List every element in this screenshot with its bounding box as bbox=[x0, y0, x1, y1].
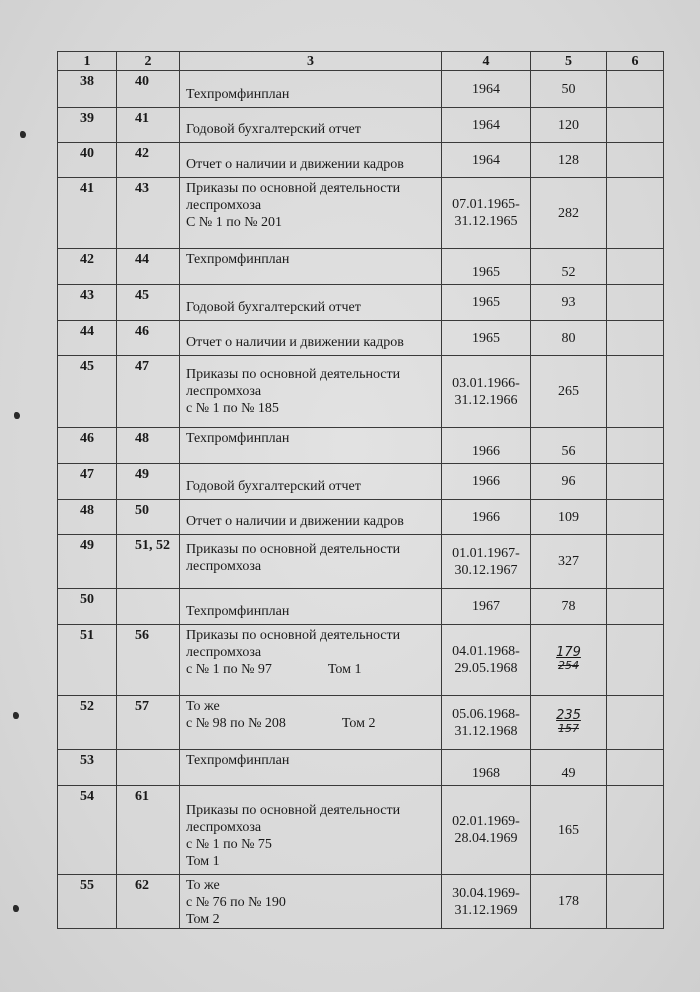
note-cell bbox=[607, 696, 664, 750]
old-number: 56 bbox=[117, 625, 180, 696]
item-number: 44 bbox=[58, 321, 117, 356]
item-dates: 1968 bbox=[442, 750, 531, 786]
table-row bbox=[58, 321, 664, 356]
item-dates: 1966 bbox=[442, 464, 531, 500]
item-number: 42 bbox=[58, 249, 117, 285]
item-title: Приказы по основной деятельности леспромхоза bbox=[180, 535, 442, 589]
punch-hole-mark bbox=[13, 905, 19, 912]
item-title: Годовой бухгалтерский отчет bbox=[180, 108, 442, 143]
item-dates: 03.01.1966- 31.12.1966 bbox=[442, 356, 531, 428]
table-row bbox=[58, 178, 664, 249]
item-dates: 02.01.1969- 28.04.1969 bbox=[442, 786, 531, 875]
col-header-3: 3 bbox=[180, 52, 442, 71]
note-cell bbox=[607, 535, 664, 589]
item-number: 48 bbox=[58, 500, 117, 535]
col-header-2: 2 bbox=[117, 52, 180, 71]
item-number: 40 bbox=[58, 143, 117, 178]
item-dates: 07.01.1965- 31.12.1965 bbox=[442, 178, 531, 249]
sheet-count: 96 bbox=[531, 464, 607, 500]
sheet-count: 109 bbox=[531, 500, 607, 535]
item-title: Техпромфинплан bbox=[180, 428, 442, 464]
note-cell bbox=[607, 321, 664, 356]
old-number: 45 bbox=[117, 285, 180, 321]
sheet-count: 78 bbox=[531, 589, 607, 625]
sheet-count: 93 bbox=[531, 285, 607, 321]
old-number: 48 bbox=[117, 428, 180, 464]
handwritten-correction: 235 157 bbox=[556, 707, 581, 735]
table-row bbox=[58, 249, 664, 285]
item-title: Отчет о наличии и движении кадров bbox=[180, 143, 442, 178]
item-dates: 30.04.1969- 31.12.1969 bbox=[442, 875, 531, 929]
sheet-count: 327 bbox=[531, 535, 607, 589]
item-number: 50 bbox=[58, 589, 117, 625]
item-number: 49 bbox=[58, 535, 117, 589]
sheet-count: 49 bbox=[531, 750, 607, 786]
item-dates: 04.01.1968- 29.05.1968 bbox=[442, 625, 531, 696]
punch-hole-mark bbox=[14, 412, 20, 419]
sheet-count: 80 bbox=[531, 321, 607, 356]
sheet-count: 128 bbox=[531, 143, 607, 178]
old-number: 44 bbox=[117, 249, 180, 285]
handwritten-correction: 179 254 bbox=[556, 645, 581, 672]
item-number: 47 bbox=[58, 464, 117, 500]
old-number bbox=[117, 750, 180, 786]
item-dates: 1965 bbox=[442, 321, 531, 356]
col-header-4: 4 bbox=[442, 52, 531, 71]
table-row bbox=[58, 750, 664, 786]
note-cell bbox=[607, 356, 664, 428]
note-cell bbox=[607, 500, 664, 535]
old-number: 46 bbox=[117, 321, 180, 356]
item-number: 41 bbox=[58, 178, 117, 249]
sheet-count: 178 bbox=[531, 875, 607, 929]
item-number: 54 bbox=[58, 786, 117, 875]
item-title: Отчет о наличии и движении кадров bbox=[180, 321, 442, 356]
note-cell bbox=[607, 750, 664, 786]
old-number: 50 bbox=[117, 500, 180, 535]
sheet-count: 56 bbox=[531, 428, 607, 464]
punch-hole-mark bbox=[13, 712, 19, 719]
old-number: 43 bbox=[117, 178, 180, 249]
item-title: Годовой бухгалтерский отчет bbox=[180, 464, 442, 500]
item-title: Приказы по основной деятельности леспромхоза С № 1 по № 201 bbox=[180, 178, 442, 249]
header-row bbox=[58, 52, 664, 71]
item-number: 52 bbox=[58, 696, 117, 750]
table-row bbox=[58, 285, 664, 321]
table-row bbox=[58, 589, 664, 625]
item-dates: 1967 bbox=[442, 589, 531, 625]
sheet-count: 120 bbox=[531, 108, 607, 143]
item-dates: 01.01.1967- 30.12.1967 bbox=[442, 535, 531, 589]
item-number: 51 bbox=[58, 625, 117, 696]
item-number: 39 bbox=[58, 108, 117, 143]
item-title: Годовой бухгалтерский отчет bbox=[180, 285, 442, 321]
old-number: 47 bbox=[117, 356, 180, 428]
old-number: 49 bbox=[117, 464, 180, 500]
note-cell bbox=[607, 875, 664, 929]
item-title: Техпромфинплан bbox=[180, 71, 442, 108]
note-cell bbox=[607, 178, 664, 249]
note-cell bbox=[607, 625, 664, 696]
old-number: 57 bbox=[117, 696, 180, 750]
table-row bbox=[58, 356, 664, 428]
table-row bbox=[58, 535, 664, 589]
table-row bbox=[58, 71, 664, 108]
item-number: 43 bbox=[58, 285, 117, 321]
item-number: 38 bbox=[58, 71, 117, 108]
note-cell bbox=[607, 285, 664, 321]
old-number: 51, 52 bbox=[117, 535, 180, 589]
table-row bbox=[58, 696, 664, 750]
note-cell bbox=[607, 589, 664, 625]
note-cell bbox=[607, 71, 664, 108]
sheet-count bbox=[531, 696, 607, 750]
col-header-1: 1 bbox=[58, 52, 117, 71]
sheet-count: 52 bbox=[531, 249, 607, 285]
sheet-count: 282 bbox=[531, 178, 607, 249]
item-title: Отчет о наличии и движении кадров bbox=[180, 500, 442, 535]
item-number: 45 bbox=[58, 356, 117, 428]
volume-label: Том 2 bbox=[341, 716, 376, 731]
table-row bbox=[58, 786, 664, 875]
item-title: Техпромфинплан bbox=[180, 589, 442, 625]
item-title: Техпромфинплан bbox=[180, 249, 442, 285]
item-dates: 1966 bbox=[442, 500, 531, 535]
item-dates: 1965 bbox=[442, 249, 531, 285]
item-title: Приказы по основной деятельности леспромхоза с № 1 по № 75 Том 1 bbox=[180, 786, 442, 875]
table-row bbox=[58, 500, 664, 535]
note-cell bbox=[607, 143, 664, 178]
old-number: 40 bbox=[117, 71, 180, 108]
item-number: 55 bbox=[58, 875, 117, 929]
item-dates: 1964 bbox=[442, 108, 531, 143]
sheet-count: 265 bbox=[531, 356, 607, 428]
old-number: 62 bbox=[117, 875, 180, 929]
item-dates: 05.06.1968- 31.12.1968 bbox=[442, 696, 531, 750]
old-number: 61 bbox=[117, 786, 180, 875]
table-row bbox=[58, 108, 664, 143]
punch-hole-mark bbox=[20, 131, 26, 138]
sheet-count bbox=[531, 625, 607, 696]
note-cell bbox=[607, 464, 664, 500]
item-dates: 1964 bbox=[442, 143, 531, 178]
table-row bbox=[58, 875, 664, 929]
note-cell bbox=[607, 249, 664, 285]
old-number: 42 bbox=[117, 143, 180, 178]
table-row bbox=[58, 464, 664, 500]
note-cell bbox=[607, 428, 664, 464]
item-dates: 1966 bbox=[442, 428, 531, 464]
note-cell bbox=[607, 108, 664, 143]
table-row bbox=[58, 428, 664, 464]
item-number: 53 bbox=[58, 750, 117, 786]
sheet-count: 165 bbox=[531, 786, 607, 875]
col-header-5: 5 bbox=[531, 52, 607, 71]
table-row bbox=[58, 143, 664, 178]
table-row bbox=[58, 625, 664, 696]
item-dates: 1964 bbox=[442, 71, 531, 108]
item-dates: 1965 bbox=[442, 285, 531, 321]
note-cell bbox=[607, 786, 664, 875]
item-title: То же с № 98 по № 208 Том 2 bbox=[180, 696, 442, 750]
old-number: 41 bbox=[117, 108, 180, 143]
item-title: То же с № 76 по № 190 Том 2 bbox=[180, 875, 442, 929]
item-title: Приказы по основной деятельности леспромхоза с № 1 по № 185 bbox=[180, 356, 442, 428]
old-number bbox=[117, 589, 180, 625]
archive-inventory-table bbox=[57, 51, 664, 929]
item-number: 46 bbox=[58, 428, 117, 464]
item-title: Приказы по основной деятельности леспромхоза с № 1 по № 97 Том 1 bbox=[180, 625, 442, 696]
item-title: Техпромфинплан bbox=[180, 750, 442, 786]
col-header-6: 6 bbox=[607, 52, 664, 71]
sheet-count: 50 bbox=[531, 71, 607, 108]
volume-label: Том 1 bbox=[327, 662, 362, 677]
